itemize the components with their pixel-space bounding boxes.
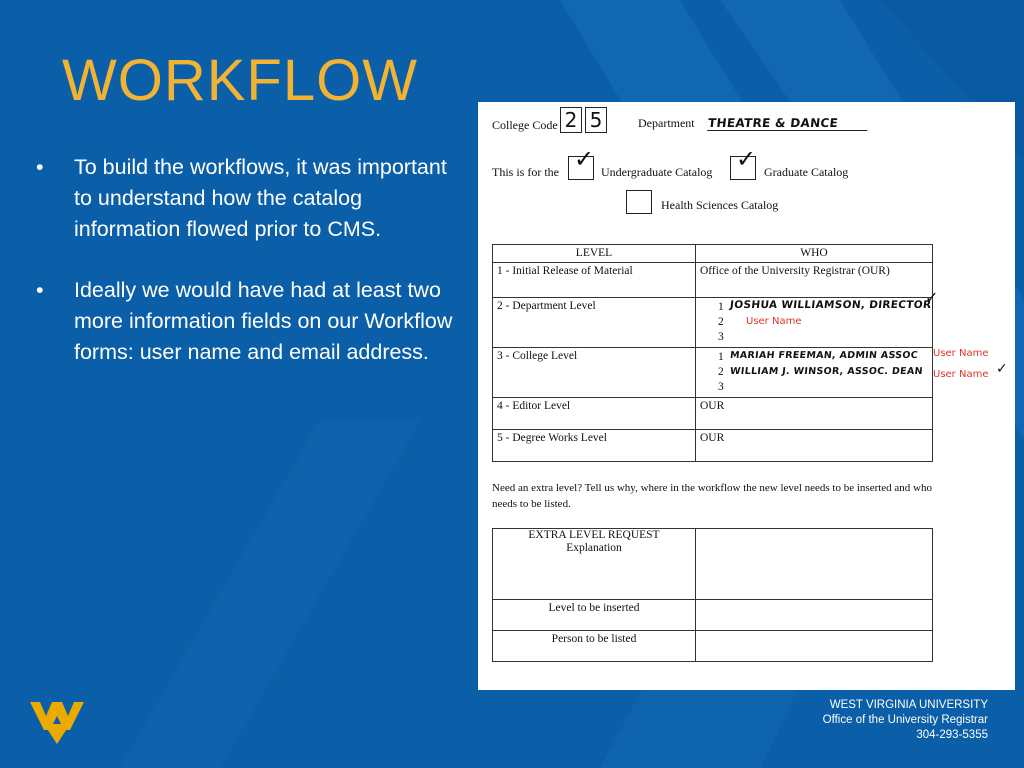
bullet-item	[36, 152, 456, 245]
footer-office: Office of the University Registrar	[822, 714, 988, 726]
extra-level-table	[492, 528, 933, 662]
college-code-digit: 2	[560, 107, 582, 133]
check-icon: ✓	[574, 145, 595, 173]
explanation-label: Explanation	[566, 542, 622, 554]
table-row	[493, 263, 933, 298]
bullet-list	[36, 152, 456, 398]
footer	[823, 698, 988, 743]
check-icon: ✓	[925, 288, 939, 307]
health-sciences-checkbox	[626, 190, 652, 214]
undergraduate-label: Undergraduate Catalog	[601, 165, 713, 179]
who-cell: OUR	[696, 398, 933, 430]
user-name-annotation: User Name	[933, 348, 989, 359]
handwritten-entry: JOSHUA WILLIAMSON, DIRECTOR	[729, 299, 932, 311]
health-sciences-label: Health Sciences Catalog	[661, 198, 779, 212]
table-row	[493, 529, 933, 600]
who-line: 2	[718, 316, 724, 328]
college-code-label: College Code	[492, 118, 558, 132]
check-icon: ✓	[736, 145, 757, 173]
who-line: 1	[718, 301, 724, 313]
level-cell: 1 - Initial Release of Material	[493, 263, 696, 298]
who-line: 3	[718, 381, 724, 393]
level-to-insert-cell: Level to be inserted	[493, 600, 696, 631]
bullet-item	[36, 275, 456, 368]
table-row	[493, 430, 933, 462]
user-name-annotation: User Name	[933, 369, 989, 380]
this-is-for-label: This is for the	[492, 165, 559, 179]
empty-cell	[696, 600, 933, 631]
wv-logo-icon	[30, 698, 84, 746]
who-line: 3	[718, 331, 724, 343]
who-cell: Office of the University Registrar (OUR)	[696, 263, 933, 298]
bullet-text: To build the workflows, it was important to understand how the catalog information flowed prior to CMS.	[74, 155, 447, 241]
who-line: 2	[718, 366, 724, 378]
table-row	[493, 631, 933, 662]
department-value: THEATRE & DANCE	[707, 116, 869, 131]
table-row	[493, 398, 933, 430]
extra-header-cell	[493, 529, 696, 600]
footer-org: WEST VIRGINIA UNIVERSITY	[829, 699, 988, 711]
level-header: LEVEL	[493, 245, 696, 263]
bullet-symbol: •	[36, 155, 44, 179]
who-cell: OUR	[696, 430, 933, 462]
person-to-list-cell: Person to be listed	[493, 631, 696, 662]
level-cell: 2 - Department Level	[493, 298, 696, 348]
undergraduate-checkbox	[568, 145, 595, 180]
college-code-digit: 5	[585, 107, 607, 133]
level-cell: 4 - Editor Level	[493, 398, 696, 430]
bullet-symbol: •	[36, 278, 44, 302]
extra-level-header: EXTRA LEVEL REQUEST	[528, 529, 660, 541]
handwritten-entry: WILLIAM J. WINSOR, ASSOC. DEAN	[729, 366, 924, 377]
graduate-checkbox	[730, 145, 757, 180]
extra-level-note: Need an extra level? Tell us why, where in the workflow the new level needs to be inserted and who needs to be listed.	[492, 482, 932, 510]
bullet-text: Ideally we would have had at least two more information fields on our Workflow forms: user name and email address.	[74, 278, 453, 364]
department-label: Department	[638, 116, 695, 130]
table-row	[493, 600, 933, 631]
handwritten-entry: MARIAH FREEMAN, ADMIN ASSOC	[729, 350, 919, 361]
level-cell: 5 - Degree Works Level	[493, 430, 696, 462]
who-line: 1	[718, 351, 724, 363]
user-name-annotation: User Name	[746, 316, 802, 327]
slide-title: WORKFLOW	[62, 48, 418, 113]
who-header: WHO	[696, 245, 933, 263]
empty-cell	[696, 529, 933, 600]
check-icon: ✓	[996, 361, 1008, 377]
workflow-form-image	[478, 102, 1015, 690]
level-cell: 3 - College Level	[493, 348, 696, 398]
footer-phone: 304-293-5355	[916, 729, 988, 741]
graduate-label: Graduate Catalog	[764, 165, 849, 179]
table-header-row	[493, 245, 933, 263]
empty-cell	[696, 631, 933, 662]
